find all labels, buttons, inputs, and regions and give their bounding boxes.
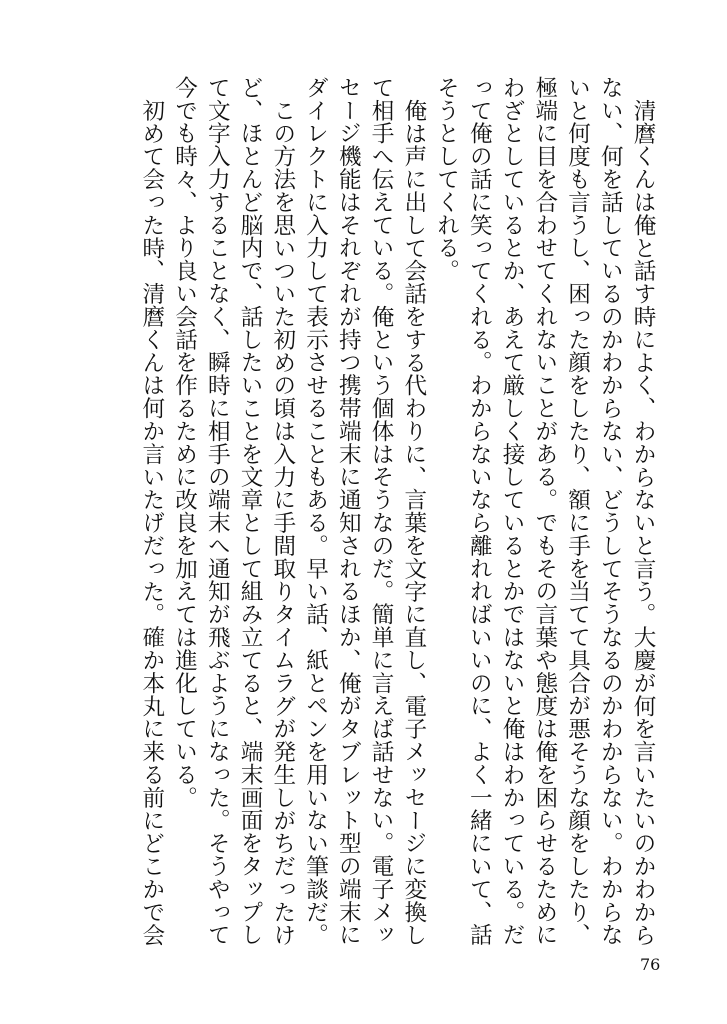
text-line: そうとしてくれる。 xyxy=(433,76,460,283)
text-line: わざとしているとか、あえて厳しく接しているとかではないと俺はわかっている。だ xyxy=(499,76,525,947)
text-line: 俺は声に出して会話をする代わりに、言葉を文字に直し、電子メッセージに変換し xyxy=(400,98,427,946)
text-line: いと何度も言うし、困った顔をしたり、額に手を当てて具合が悪そうな顔をしたり、 xyxy=(564,76,591,947)
paragraph xyxy=(430,76,659,946)
text-line: 今でも時々、より良い会話を作るために改良を加えては進化している。 xyxy=(171,76,198,809)
text-line: ど、ほとんど脳内で、話したいことを文章として組み立てると、端末画面をタップし xyxy=(237,76,263,947)
paragraph xyxy=(299,76,430,946)
text-line: ない、何を話しているのかわからない、どうしてそうなるのかわからない。わからな xyxy=(597,76,624,947)
text-line: セージ機能はそれぞれが持つ携帯端末に通知されるほか、俺がタブレット型の端末に xyxy=(335,76,362,947)
text-line: て文字入力することなく、瞬時に相手の端末へ通知が飛ぶようになった。そうやって xyxy=(204,76,231,947)
vertical-text-body xyxy=(139,76,659,946)
paragraph xyxy=(168,76,299,946)
text-line: 極端に目を合わせてくれないことがある。でもその言葉や態度は俺を困らせるために xyxy=(531,76,558,947)
text-line: て相手へ伝えている。俺という個体はそうなのだ。簡単に言えば話せない。電子メッ xyxy=(368,76,394,947)
text-line: 清麿くんは俺と話す時によく、わからないと言う。大慶が何を言いたいのかわから xyxy=(630,98,656,946)
page-number: 76 xyxy=(640,955,661,974)
text-line: 初めて会った時、清麿くんは何か言いたげだった。確か本丸に来る前にどこかで会 xyxy=(138,98,165,946)
text-line: って俺の話に笑ってくれる。わからないなら離れればいいのに、よく一緒にいて、話 xyxy=(466,76,493,947)
text-line: ダイレクトに入力して表示させることもある。早い話、紙とペンを用いない筆談だ。 xyxy=(302,76,329,947)
paragraph xyxy=(135,76,168,946)
text-line: この方法を思いついた初めの頃は入力に手間取りタイムラグが発生しがちだったけ xyxy=(269,98,296,946)
